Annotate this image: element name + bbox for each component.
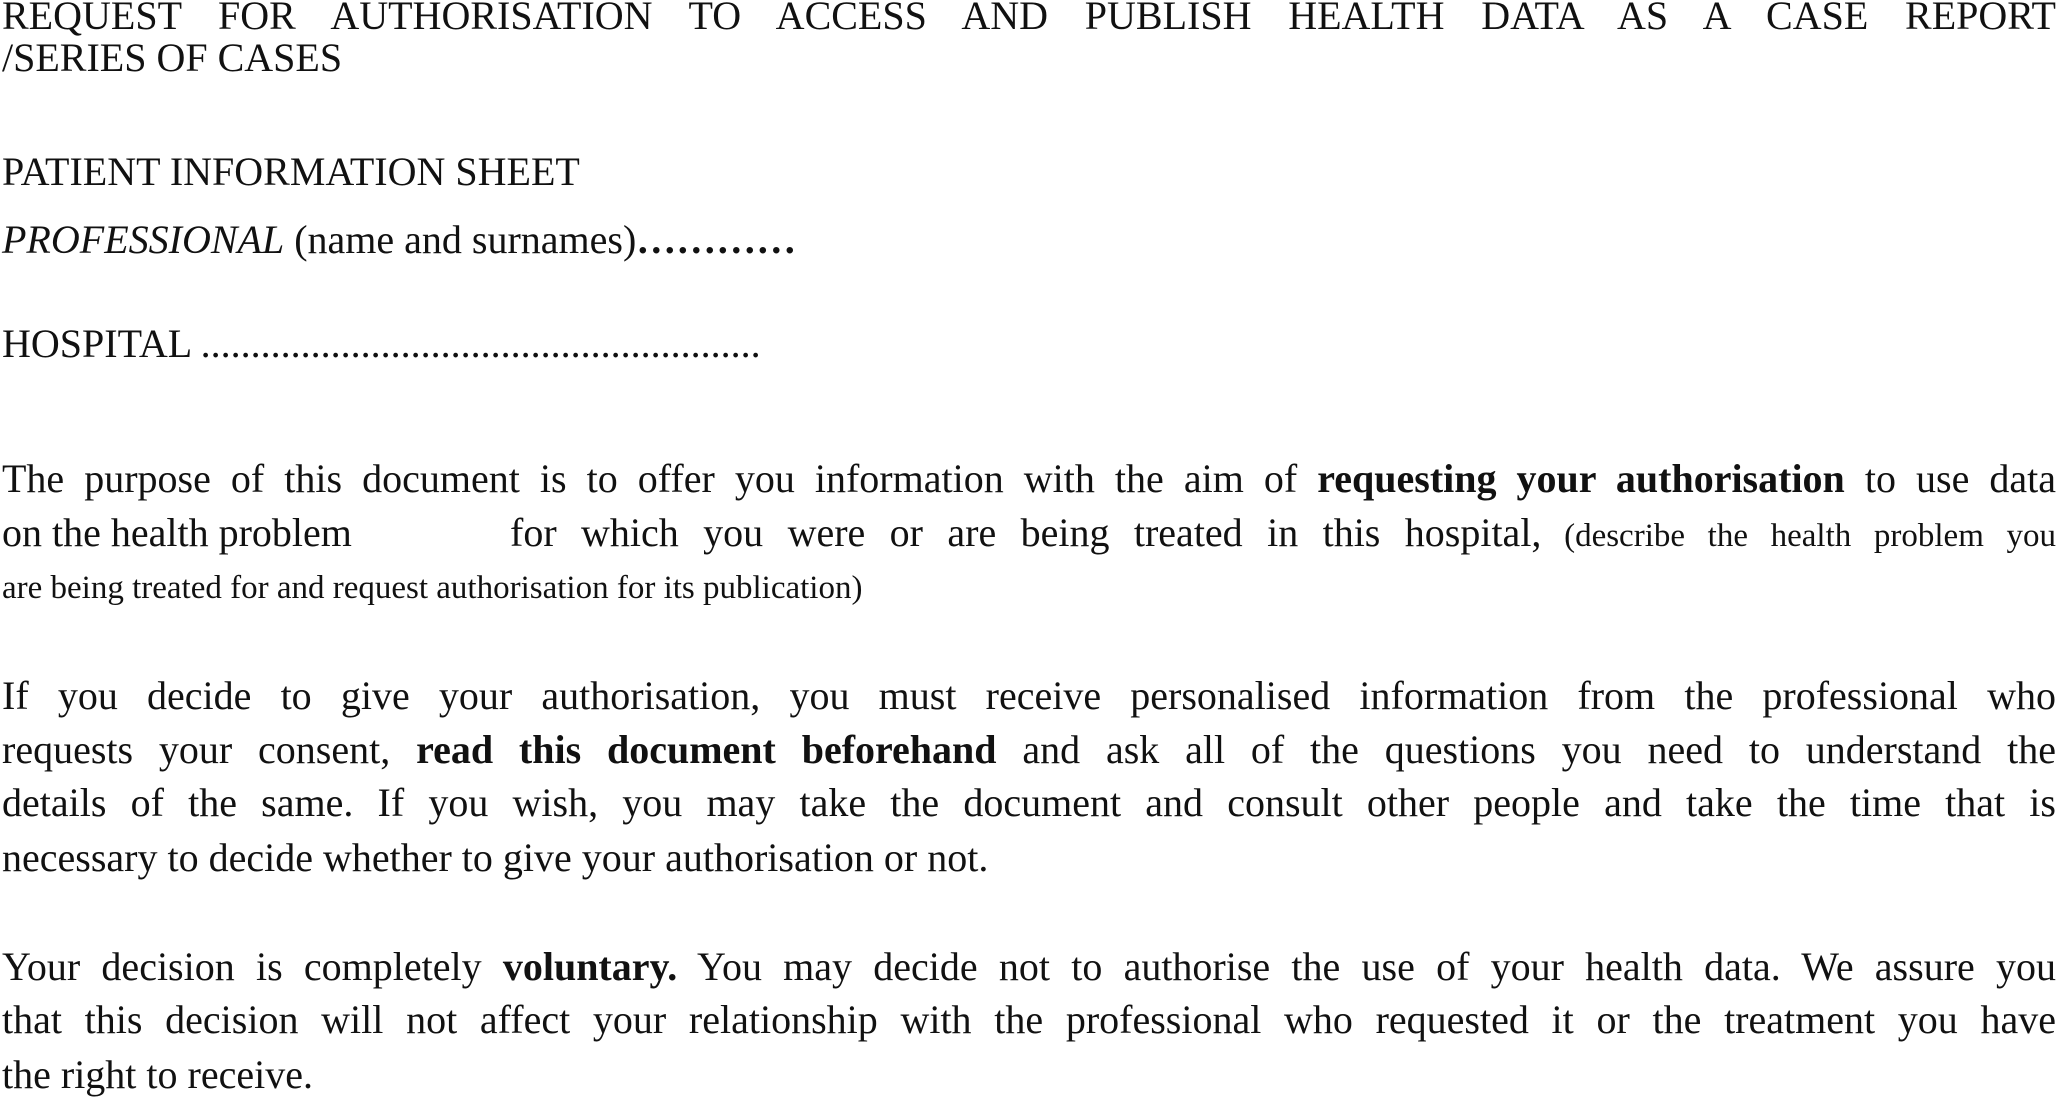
para3-text: You may decide not to authorise the use of your health data. We assure you <box>677 944 2056 989</box>
professional-hint: (name and surnames) <box>284 217 637 262</box>
para2-text: and ask all of the questions you need to understand the <box>996 727 2056 772</box>
para2-line-4: necessary to decide whether to give your authorisation or not. <box>2 835 989 880</box>
para3-line-1 <box>2 944 2056 989</box>
document-title-line-2: /SERIES OF CASES <box>2 35 343 80</box>
para3-bold-text: voluntary. <box>502 944 678 989</box>
para1-line-1 <box>2 456 2057 501</box>
para1-bold-text: requesting your authorisation <box>1317 456 1845 501</box>
professional-dots: ………… <box>636 217 797 262</box>
para3-line-3: the right to receive. <box>2 1052 313 1097</box>
professional-line <box>2 217 797 262</box>
hospital-line: HOSPITAL ........................................................ <box>2 321 761 366</box>
para1-line-2b <box>510 510 2057 555</box>
para1-line-3: are being treated for and request authorisation for its publication) <box>2 570 863 606</box>
para1-small-text: (describe the health problem you <box>1541 518 2057 554</box>
para2-text: requests your consent, <box>2 727 417 772</box>
para2-line-3: details of the same. If you wish, you may take the document and consult other people and take the time that is <box>2 780 2056 825</box>
para2-line-1: If you decide to give your authorisation, you must receive personalised information from the professional who <box>2 673 2056 718</box>
professional-label: PROFESSIONAL <box>2 217 285 262</box>
para3-text: Your decision is completely <box>2 944 503 989</box>
para2-bold-text: read this document beforehand <box>416 727 997 772</box>
para2-line-2 <box>2 727 2056 772</box>
para1-text: for which you were or are being treated in this hospital, <box>510 510 1542 555</box>
para3-line-2: that this decision will not affect your relationship with the professional who requested it or the treatment you have <box>2 997 2056 1042</box>
para1-text: The purpose of this document is to offer you information with the aim of <box>2 456 1318 501</box>
para1-line-2a: on the health problem <box>2 510 352 555</box>
para1-text: to use data <box>1844 456 2057 501</box>
info-sheet-heading: PATIENT INFORMATION SHEET <box>2 149 580 194</box>
document-title-line-1: REQUEST FOR AUTHORISATION TO ACCESS AND PUBLISH HEALTH DATA AS A CASE REPORT <box>2 0 2056 38</box>
